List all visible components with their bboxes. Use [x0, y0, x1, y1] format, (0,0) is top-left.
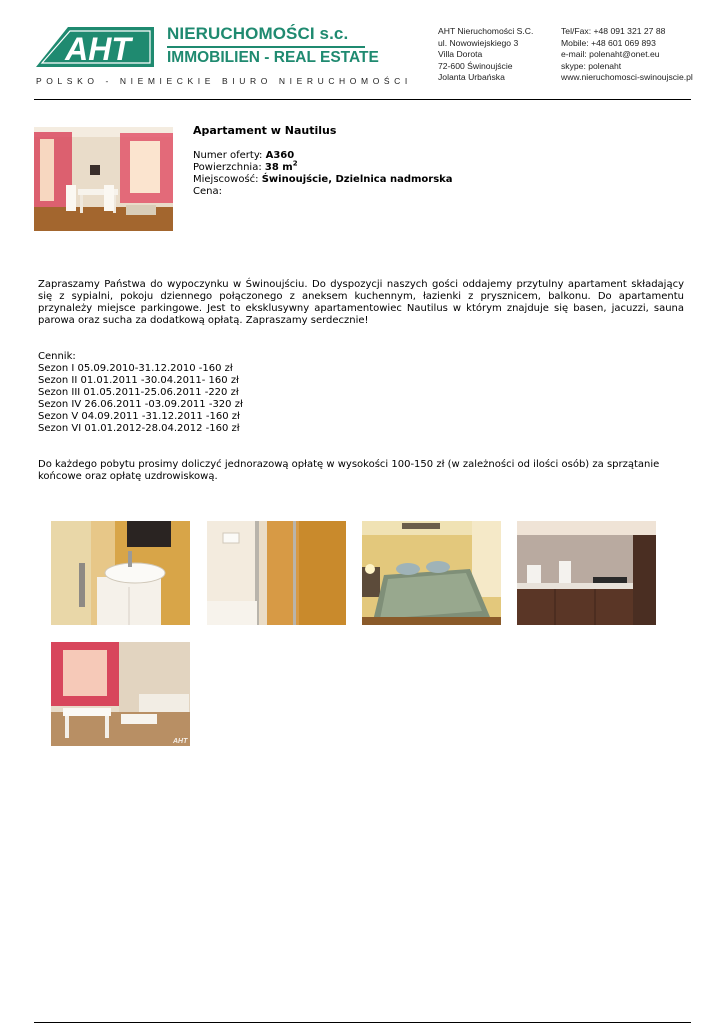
price-season: Sezon IV 26.06.2011 -03.09.2011 -320 zł	[38, 399, 243, 410]
contact-person: Jolanta Urbańska	[438, 72, 505, 83]
gallery-photo-shower[interactable]	[207, 521, 346, 625]
offer-location	[193, 174, 453, 186]
offer-details	[193, 150, 453, 198]
website-link[interactable]: www.nieruchomosci-swinoujscie.pl	[561, 72, 693, 83]
offer-number-label: Numer oferty:	[193, 150, 266, 161]
tagline: POLSKO - NIEMIECKIE BIURO NIERUCHOMOŚCI	[36, 76, 412, 86]
company-logo	[34, 25, 159, 69]
contact-address	[438, 26, 533, 84]
area-unit-sup: 2	[292, 159, 298, 168]
header-divider	[34, 99, 691, 100]
gallery-photo-bedroom[interactable]	[362, 521, 501, 625]
offer-area-label: Powierzchnia:	[193, 162, 265, 173]
brand-name: NIERUCHOMOŚCI s.c.	[167, 24, 349, 43]
logo-text: AHT	[65, 31, 131, 67]
street: ul. Nowowiejskiego 3	[438, 37, 519, 48]
price-list	[38, 351, 243, 435]
footer-divider	[34, 1022, 691, 1023]
offer-area-value	[264, 159, 298, 173]
email-link[interactable]: e-mail: polenaht@onet.eu	[561, 49, 660, 60]
watermark-text: AHT	[173, 738, 188, 745]
offer-price: Cena:	[193, 186, 222, 197]
gallery-photo-kitchen[interactable]	[517, 521, 656, 625]
price-season: Sezon II 01.01.2011 -30.04.2011- 160 zł	[38, 375, 239, 386]
price-list-heading: Cennik:	[38, 351, 76, 362]
price-season: Sezon V 04.09.2011 -31.12.2011 -160 zł	[38, 411, 240, 422]
city: 72-600 Świnoujście	[438, 60, 513, 71]
offer-number	[193, 150, 453, 162]
offer-area	[193, 159, 453, 174]
brand-divider	[167, 46, 365, 48]
area-value: 38 m	[264, 162, 293, 173]
contact-details	[561, 26, 693, 84]
gallery-photo-living-room[interactable]	[51, 642, 190, 746]
offer-number-value: A360	[265, 150, 295, 161]
phone: Tel/Fax: +48 091 321 27 88	[561, 26, 666, 36]
building: Villa Dorota	[438, 49, 483, 60]
mobile: Mobile: +48 601 069 893	[561, 37, 656, 48]
offer-title: Apartament w Nautilus	[193, 124, 337, 137]
price-season: Sezon III 01.05.2011-25.06.2011 -220 zł	[38, 387, 239, 398]
main-photo-living-room	[34, 127, 173, 231]
offer-description: Zapraszamy Państwa do wypoczynku w Świnoujściu. Do dyspozycji naszych gości oddajemy przytulny apartament składający się z sypialni, pokoju dziennego połączonego z aneksem kuchennym, łazienki z prysznicem, balkonu. Do apartamentu przynależy miejsce parkingowe. Jest to eksklusywny apartamentowiec Nautilus w którym znajduje się basen, jacuzzi, sauna parowa oraz sucha za dodatkową opłatą. Zapraszamy serdecznie!	[38, 279, 684, 326]
price-season: Sezon VI 01.01.2012-28.04.2012 -160 zł	[38, 423, 240, 434]
company-name: AHT Nieruchomości S.C.	[438, 26, 534, 36]
skype: skype: polenaht	[561, 60, 622, 71]
brand-subtitle: IMMOBILIEN - REAL ESTATE	[167, 49, 379, 66]
price-season: Sezon I 05.09.2010-31.12.2010 -160 zł	[38, 363, 233, 374]
offer-location-value: Świnoujście, Dzielnica nadmorska	[261, 174, 453, 185]
cleaning-fee-note: Do każdego pobytu prosimy doliczyć jednorazową opłatę w wysokości 100-150 zł (w zależności od ilości osób) za sprzątanie końcowe oraz opłatę uzdrowiskową.	[38, 459, 660, 482]
gallery-photo-bathroom-sink[interactable]	[51, 521, 190, 625]
offer-location-label: Miejscowość:	[193, 174, 262, 185]
